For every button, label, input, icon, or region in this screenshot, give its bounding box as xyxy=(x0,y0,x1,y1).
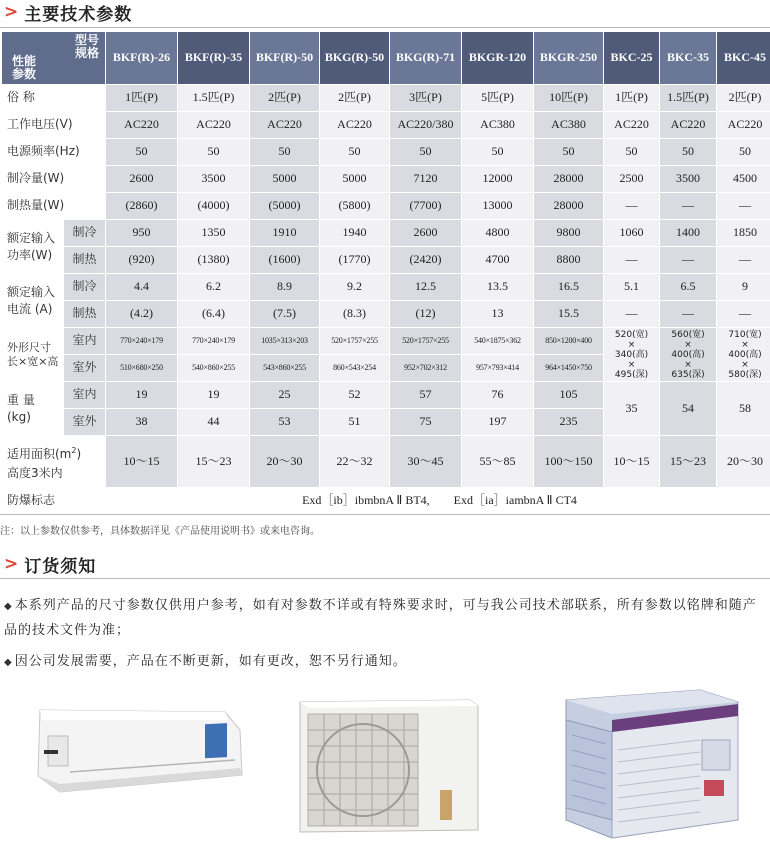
product-photos xyxy=(0,680,770,863)
indoor-unit-image xyxy=(38,710,242,792)
table-cell: AC380 xyxy=(462,112,534,139)
spec-table xyxy=(1,31,770,515)
table-cell: 75 xyxy=(390,409,462,436)
table-cell: 50 xyxy=(604,139,660,166)
table-cell: 10匹(P) xyxy=(534,85,604,112)
table-cell: 2匹(P) xyxy=(320,85,390,112)
dim-times: × xyxy=(627,359,636,370)
table-cell: 1350 xyxy=(178,220,250,247)
table-cell: 2匹(P) xyxy=(250,85,320,112)
window-dim-cell xyxy=(604,328,660,382)
table-cell: 1060 xyxy=(604,220,660,247)
dim-width: 520(宽) xyxy=(614,329,649,340)
table-cell: 10～15 xyxy=(106,436,178,488)
table-cell: 3500 xyxy=(660,166,717,193)
table-cell: 50 xyxy=(250,139,320,166)
table-cell: 235 xyxy=(534,409,604,436)
table-cell: 8.9 xyxy=(250,274,320,301)
sub-label: 制冷 xyxy=(64,274,106,301)
table-cell: 105 xyxy=(534,382,604,409)
table-cell: (5800) xyxy=(320,193,390,220)
section-header-order xyxy=(4,552,96,576)
table-cell: 52 xyxy=(320,382,390,409)
table-header-row xyxy=(2,32,770,85)
table-cell: 15.5 xyxy=(534,301,604,328)
table-cell: (2420) xyxy=(390,247,462,274)
table-cell: 510×680×250 xyxy=(106,355,178,382)
table-cell: (4000) xyxy=(178,193,250,220)
table-cell: 28000 xyxy=(534,166,604,193)
table-cell: (5000) xyxy=(250,193,320,220)
table-cell: 10～15 xyxy=(604,436,660,488)
table-cell: 520×1757×255 xyxy=(320,328,390,355)
dim-times: × xyxy=(684,339,692,350)
table-cell: 540×1875×362 xyxy=(462,328,534,355)
table-cell: 1940 xyxy=(320,220,390,247)
model-header: BKG(R)-71 xyxy=(390,32,462,85)
table-cell: 1400 xyxy=(660,220,717,247)
model-header: BKC-25 xyxy=(604,32,660,85)
table-cell: 9.2 xyxy=(320,274,390,301)
row-label: 适用面积$(m^2)$ 高度3米内 xyxy=(2,436,106,488)
sub-label: 室外 xyxy=(64,355,106,382)
table-cell: 2500 xyxy=(604,166,660,193)
table-cell: 2600 xyxy=(106,166,178,193)
divider xyxy=(0,578,770,579)
table-cell: 50 xyxy=(717,139,770,166)
row-label: 制冷量(W) xyxy=(2,166,106,193)
table-cell: 35 xyxy=(604,382,660,436)
model-header: BKF(R)-35 xyxy=(178,32,250,85)
table-cell: 197 xyxy=(462,409,534,436)
table-cell: 13000 xyxy=(462,193,534,220)
table-cell: 6.2 xyxy=(178,274,250,301)
table-cell: 50 xyxy=(106,139,178,166)
section-title: 订货须知 xyxy=(24,556,97,577)
table-cell: 44 xyxy=(178,409,250,436)
table-cell: 770×240×179 xyxy=(178,328,250,355)
table-cell: 19 xyxy=(106,382,178,409)
order-note-item xyxy=(4,650,766,675)
row-label: 防爆标志 xyxy=(2,488,106,515)
table-cell: 1910 xyxy=(250,220,320,247)
dim-depth: 495(深) xyxy=(614,369,649,380)
table-cell: AC220 xyxy=(106,112,178,139)
table-cell: 5.1 xyxy=(604,274,660,301)
table-cell: 9 xyxy=(717,274,770,301)
section-header-specs xyxy=(4,0,132,24)
dim-height: 400(高) xyxy=(671,349,705,360)
model-header: BKC-35 xyxy=(660,32,717,85)
table-cell: AC220 xyxy=(717,112,770,139)
table-cell: 520×1757×255 xyxy=(390,328,462,355)
table-cell: 13.5 xyxy=(462,274,534,301)
table-cell: 540×860×255 xyxy=(178,355,250,382)
row-label: 重 量 (kg) xyxy=(2,382,64,436)
table-cell: 4.4 xyxy=(106,274,178,301)
table-cell: 543×860×255 xyxy=(250,355,320,382)
dim-depth: 580(深) xyxy=(728,369,762,380)
model-header: BKF(R)-26 xyxy=(106,32,178,85)
table-row xyxy=(2,436,770,488)
dim-times: × xyxy=(741,359,749,370)
table-cell: 4500 xyxy=(717,166,770,193)
table-cell: 5匹(P) xyxy=(462,85,534,112)
row-label: 额定输入 功率(W) xyxy=(2,220,64,274)
table-cell: — xyxy=(717,247,770,274)
table-cell: AC380 xyxy=(534,112,604,139)
table-cell: 20～30 xyxy=(250,436,320,488)
table-cell: 4700 xyxy=(462,247,534,274)
table-cell: (8.3) xyxy=(320,301,390,328)
dim-times: × xyxy=(684,359,692,370)
table-cell: 50 xyxy=(320,139,390,166)
table-cell: 4800 xyxy=(462,220,534,247)
table-cell: 50 xyxy=(660,139,717,166)
footnote: 注：以上参数仅供参考，具体数据详见《产品使用说明书》或来电咨询。 xyxy=(0,526,320,537)
section-title: 主要技术参数 xyxy=(24,4,133,25)
model-header: BKGR-120 xyxy=(462,32,534,85)
table-cell: 50 xyxy=(390,139,462,166)
order-note-text: 本系列产品的尺寸参数仅供用户参考，如有对参数不详或有特殊要求时，可与我公司技术部联系，所有参数以铭牌和随产品的技术文件为准； xyxy=(4,598,757,638)
table-cell: 7120 xyxy=(390,166,462,193)
table-cell: 5000 xyxy=(250,166,320,193)
row-label: 额定输入 电流 (A) xyxy=(2,274,64,328)
table-cell: 12.5 xyxy=(390,274,462,301)
section-arrow-icon: > xyxy=(4,2,19,22)
table-cell: (7700) xyxy=(390,193,462,220)
table-cell: 57 xyxy=(390,382,462,409)
table-cell: (7.5) xyxy=(250,301,320,328)
table-cell: 50 xyxy=(534,139,604,166)
row-label: 制热量(W) xyxy=(2,193,106,220)
sub-label: 室内 xyxy=(64,382,106,409)
table-cell: 1.5匹(P) xyxy=(178,85,250,112)
table-cell: 1.5匹(P) xyxy=(660,85,717,112)
table-cell: 1匹(P) xyxy=(106,85,178,112)
dim-depth: 635(深) xyxy=(671,369,705,380)
table-row xyxy=(2,139,770,166)
table-cell: — xyxy=(604,247,660,274)
table-cell: 850×1200×400 xyxy=(534,328,604,355)
divider xyxy=(0,514,770,515)
bullet-icon: ◆ xyxy=(4,657,13,668)
table-cell: 58 xyxy=(717,382,770,436)
table-cell: (6.4) xyxy=(178,301,250,328)
row-label: 电源频率(Hz) xyxy=(2,139,106,166)
table-cell: 860×543×254 xyxy=(320,355,390,382)
section-arrow-icon: > xyxy=(4,554,19,574)
table-cell: (1600) xyxy=(250,247,320,274)
dim-width: 560(宽) xyxy=(671,329,705,340)
divider xyxy=(0,27,770,28)
table-row xyxy=(2,193,770,220)
table-cell: AC220 xyxy=(660,112,717,139)
model-header: BKGR-250 xyxy=(534,32,604,85)
table-row xyxy=(2,112,770,139)
table-cell: 3匹(P) xyxy=(390,85,462,112)
row-label: 工作电压(V) xyxy=(2,112,106,139)
table-cell: 950 xyxy=(106,220,178,247)
table-cell: 54 xyxy=(660,382,717,436)
table-cell: — xyxy=(604,193,660,220)
table-cell: 5000 xyxy=(320,166,390,193)
table-cell: 22～32 xyxy=(320,436,390,488)
table-cell: — xyxy=(660,301,717,328)
table-cell: (920) xyxy=(106,247,178,274)
table-cell: (2860) xyxy=(106,193,178,220)
table-row xyxy=(2,301,770,328)
table-cell: — xyxy=(717,301,770,328)
dim-height: 400(高) xyxy=(728,349,762,360)
table-cell: 957×793×414 xyxy=(462,355,534,382)
model-header: BKG(R)-50 xyxy=(320,32,390,85)
dim-times: × xyxy=(741,339,749,350)
table-cell: 76 xyxy=(462,382,534,409)
dim-height: 340(高) xyxy=(614,349,649,360)
explosion-mark: Exd［ia］iambnA Ⅱ CT4 xyxy=(453,493,577,508)
row-label: 外形尺寸 长×宽×高 xyxy=(2,328,64,382)
table-cell: — xyxy=(660,193,717,220)
table-cell: 9800 xyxy=(534,220,604,247)
table-cell: — xyxy=(717,193,770,220)
table-cell: 1850 xyxy=(717,220,770,247)
order-note-item xyxy=(4,594,766,643)
table-cell: 1035×313×203 xyxy=(250,328,320,355)
window-dim-cell xyxy=(717,328,770,382)
header-corner xyxy=(2,32,106,85)
table-row xyxy=(2,85,770,112)
table-cell: 16.5 xyxy=(534,274,604,301)
table-cell: 25 xyxy=(250,382,320,409)
sub-label: 室外 xyxy=(64,409,106,436)
window-unit-image xyxy=(566,690,738,838)
table-cell: 952×702×312 xyxy=(390,355,462,382)
table-cell: 770×240×179 xyxy=(106,328,178,355)
table-cell: 2匹(P) xyxy=(717,85,770,112)
sub-label: 制冷 xyxy=(64,220,106,247)
table-cell: (4.2) xyxy=(106,301,178,328)
table-cell: 12000 xyxy=(462,166,534,193)
dim-width: 710(宽) xyxy=(728,329,762,340)
table-cell: (1380) xyxy=(178,247,250,274)
model-header: BKC-45 xyxy=(717,32,770,85)
table-cell: AC220 xyxy=(178,112,250,139)
sub-label: 室内 xyxy=(64,328,106,355)
table-cell: 2600 xyxy=(390,220,462,247)
table-cell: (12) xyxy=(390,301,462,328)
explosion-mark-cell xyxy=(106,488,770,515)
row-label: 俗 称 xyxy=(2,85,106,112)
table-row xyxy=(2,382,770,409)
table-cell: AC220 xyxy=(604,112,660,139)
outdoor-unit-image xyxy=(300,700,478,832)
table-cell: 15～23 xyxy=(660,436,717,488)
table-cell: 51 xyxy=(320,409,390,436)
corner-spec-label: 型号 规格 xyxy=(74,33,99,60)
table-cell: 19 xyxy=(178,382,250,409)
table-row xyxy=(2,328,770,355)
table-cell: 3500 xyxy=(178,166,250,193)
table-cell: 38 xyxy=(106,409,178,436)
table-cell: 964×1450×750 xyxy=(534,355,604,382)
table-cell: (1770) xyxy=(320,247,390,274)
table-cell: — xyxy=(660,247,717,274)
table-cell: 55～85 xyxy=(462,436,534,488)
table-row xyxy=(2,488,770,515)
table-cell: AC220 xyxy=(250,112,320,139)
table-cell: 100～150 xyxy=(534,436,604,488)
table-cell: 1匹(P) xyxy=(604,85,660,112)
table-row xyxy=(2,166,770,193)
table-cell: AC220 xyxy=(320,112,390,139)
table-cell: 50 xyxy=(462,139,534,166)
table-cell: 6.5 xyxy=(660,274,717,301)
table-cell: 20～30 xyxy=(717,436,770,488)
table-cell: 50 xyxy=(178,139,250,166)
table-row xyxy=(2,247,770,274)
table-cell: — xyxy=(604,301,660,328)
sub-label: 制热 xyxy=(64,301,106,328)
table-cell: 13 xyxy=(462,301,534,328)
table-row xyxy=(2,274,770,301)
table-cell: 8800 xyxy=(534,247,604,274)
table-cell: 30～45 xyxy=(390,436,462,488)
table-cell: 53 xyxy=(250,409,320,436)
table-cell: 28000 xyxy=(534,193,604,220)
table-row xyxy=(2,220,770,247)
order-note-text: 因公司发展需要，产品在不断更新，如有更改，恕不另行通知。 xyxy=(14,654,407,669)
model-header: BKF(R)-50 xyxy=(250,32,320,85)
corner-param-label: 性能 参数 xyxy=(12,54,37,81)
window-dim-cell xyxy=(660,328,717,382)
dim-times: × xyxy=(627,339,636,350)
sub-label: 制热 xyxy=(64,247,106,274)
table-cell: AC220/380 xyxy=(390,112,462,139)
bullet-icon: ◆ xyxy=(4,601,13,612)
table-cell: 15～23 xyxy=(178,436,250,488)
explosion-mark: Exd［ib］ibmbnA Ⅱ BT4, xyxy=(302,493,430,508)
